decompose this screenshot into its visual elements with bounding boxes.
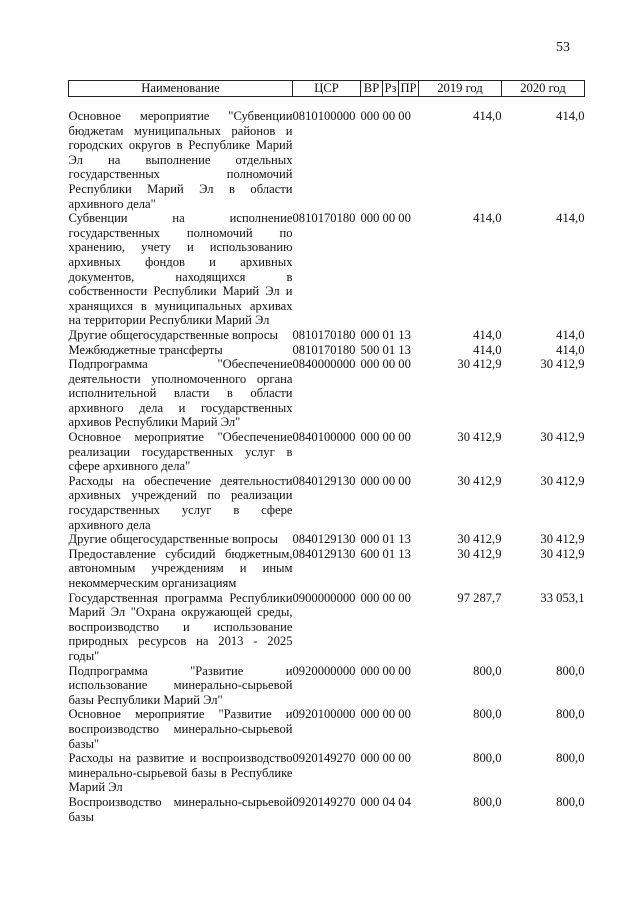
row-csr: 0920149270 bbox=[292, 751, 356, 766]
row-2020: 30 412,9 bbox=[540, 532, 585, 547]
row-2020: 414,0 bbox=[556, 109, 585, 123]
row-2019: 414,0 bbox=[473, 109, 502, 123]
row-codes: 000 00 00 bbox=[360, 663, 411, 678]
row-2019: 30 412,9 bbox=[457, 430, 502, 445]
row-2019: 30 412,9 bbox=[457, 357, 502, 372]
row-2020: 414,0 bbox=[556, 342, 585, 357]
table-row bbox=[69, 211, 585, 328]
header-name: Наименование bbox=[69, 81, 293, 97]
row-2019: 30 412,9 bbox=[457, 546, 502, 561]
row-csr: 0840129130 bbox=[292, 532, 356, 547]
row-csr: 0840100000 bbox=[292, 430, 356, 445]
row-name: Основное мероприятие "Развитие и воспроизводство минерально-сырьевой базы" bbox=[68, 707, 293, 751]
row-2020: 800,0 bbox=[556, 751, 585, 766]
table-row bbox=[69, 343, 585, 358]
row-2020: 30 412,9 bbox=[540, 546, 585, 561]
header-csr: ЦСР bbox=[293, 81, 361, 97]
table-row bbox=[69, 532, 585, 547]
header-rz: Рз bbox=[383, 81, 399, 97]
row-name: Государственная программа Республики Марий Эл "Охрана окружающей среды, воспроизводство и использование природных ресурсов на 2013 - 2025 годы" bbox=[68, 590, 293, 663]
row-csr: 0810170180 bbox=[292, 342, 356, 357]
row-csr: 0900000000 bbox=[292, 590, 356, 605]
row-codes: 000 00 00 bbox=[360, 590, 411, 605]
row-name: Межбюджетные трансферты bbox=[68, 342, 223, 357]
table-row bbox=[69, 328, 585, 343]
row-name: Подпрограмма "Обеспечение деятельности уполномоченного органа исполнительной власти в области архивного дела и государственных архивов Республики Марий Эл" bbox=[68, 357, 293, 430]
row-2020: 414,0 bbox=[556, 327, 585, 342]
row-name: Воспроизводство минерально-сырьевой базы bbox=[68, 794, 293, 824]
row-codes: 000 01 13 bbox=[360, 532, 411, 547]
row-codes: 000 00 00 bbox=[360, 707, 411, 722]
row-name: Расходы на обеспечение деятельности архивных учреждений по реализации государственных услуг в сфере архивного дела bbox=[68, 473, 293, 532]
row-name: Другие общегосударственные вопросы bbox=[68, 532, 278, 547]
row-name: Предоставление субсидий бюджетным, автономным учреждениям и иным некоммерческим организациям bbox=[68, 546, 293, 590]
row-csr: 0920000000 bbox=[292, 663, 356, 678]
row-codes: 600 01 13 bbox=[360, 546, 411, 561]
row-name: Расходы на развитие и воспроизводство минерально-сырьевой базы в Республике Марий Эл bbox=[68, 751, 293, 795]
header-pr: ПР bbox=[400, 81, 417, 96]
table-row bbox=[69, 664, 585, 708]
row-csr: 0840000000 bbox=[292, 357, 356, 372]
table-row bbox=[69, 795, 585, 824]
row-2019: 800,0 bbox=[473, 794, 502, 809]
row-2019: 800,0 bbox=[473, 751, 502, 766]
table-row bbox=[69, 474, 585, 532]
row-2020: 800,0 bbox=[556, 794, 585, 809]
row-2020: 30 412,9 bbox=[540, 357, 585, 372]
row-codes: 000 00 00 bbox=[360, 211, 411, 226]
row-2020: 33 053,1 bbox=[540, 590, 585, 605]
row-2019: 414,0 bbox=[473, 211, 502, 226]
row-csr: 0840129130 bbox=[292, 473, 356, 488]
row-2019: 30 412,9 bbox=[457, 473, 502, 488]
page-number: 53 bbox=[556, 40, 570, 55]
row-2020: 800,0 bbox=[556, 663, 585, 678]
table-row bbox=[69, 357, 585, 430]
row-2019: 800,0 bbox=[473, 707, 502, 722]
row-name: Подпрограмма "Развитие и использование минерально-сырьевой базы Республики Марий Эл" bbox=[68, 663, 293, 707]
row-2019: 414,0 bbox=[473, 342, 502, 357]
table-row bbox=[69, 109, 585, 211]
row-csr: 0920100000 bbox=[292, 707, 356, 722]
row-2019: 414,0 bbox=[473, 327, 502, 342]
header-vr: ВР bbox=[361, 81, 383, 97]
row-csr: 0920149270 bbox=[292, 794, 356, 809]
row-codes: 500 01 13 bbox=[360, 342, 411, 357]
row-codes: 000 00 00 bbox=[360, 357, 411, 372]
row-codes: 000 00 00 bbox=[360, 751, 411, 766]
row-name: Другие общегосударственные вопросы bbox=[68, 327, 278, 342]
row-name: Основное мероприятие "Субвенции бюджетам муниципальных районов и городских округов в Республике Марий Эл на выполнение отдельных государственных полномочий Республики Марий Эл в области архивного дела" bbox=[68, 109, 293, 211]
budget-table bbox=[68, 80, 585, 824]
table-row bbox=[69, 547, 585, 591]
row-2019: 97 287,7 bbox=[457, 590, 502, 605]
row-csr: 0810170180 bbox=[292, 327, 356, 342]
row-name: Основное мероприятие "Обеспечение реализации государственных услуг в сфере архивного дела" bbox=[68, 430, 293, 474]
row-codes: 000 04 04 bbox=[360, 794, 411, 809]
row-name: Субвенции на исполнение государственных полномочий по хранению, учету и использованию архивных фондов и архивных документов, находящихся в собственности Республики Марий Эл и хранящихся в муниципальных архивах на территории Республики Марий Эл bbox=[68, 211, 293, 328]
table-row bbox=[69, 591, 585, 664]
row-csr: 0810100000 bbox=[292, 109, 356, 123]
row-2019: 30 412,9 bbox=[457, 532, 502, 547]
row-2020: 414,0 bbox=[556, 211, 585, 226]
table-header-row bbox=[69, 81, 585, 97]
row-codes: 000 01 13 bbox=[360, 327, 411, 342]
table-row bbox=[69, 707, 585, 751]
table-row bbox=[69, 751, 585, 795]
row-csr: 0840129130 bbox=[292, 546, 356, 561]
row-2020: 30 412,9 bbox=[540, 430, 585, 445]
header-2020: 2020 год bbox=[502, 81, 585, 97]
row-csr: 0810170180 bbox=[292, 211, 356, 226]
row-codes: 000 00 00 bbox=[360, 473, 411, 488]
table-row bbox=[69, 430, 585, 474]
row-codes: 000 00 00 bbox=[360, 430, 411, 445]
row-codes: 000 00 00 bbox=[360, 109, 411, 123]
row-2019: 800,0 bbox=[473, 663, 502, 678]
row-2020: 800,0 bbox=[556, 707, 585, 722]
header-2019: 2019 год bbox=[419, 81, 502, 97]
row-2020: 30 412,9 bbox=[540, 473, 585, 488]
